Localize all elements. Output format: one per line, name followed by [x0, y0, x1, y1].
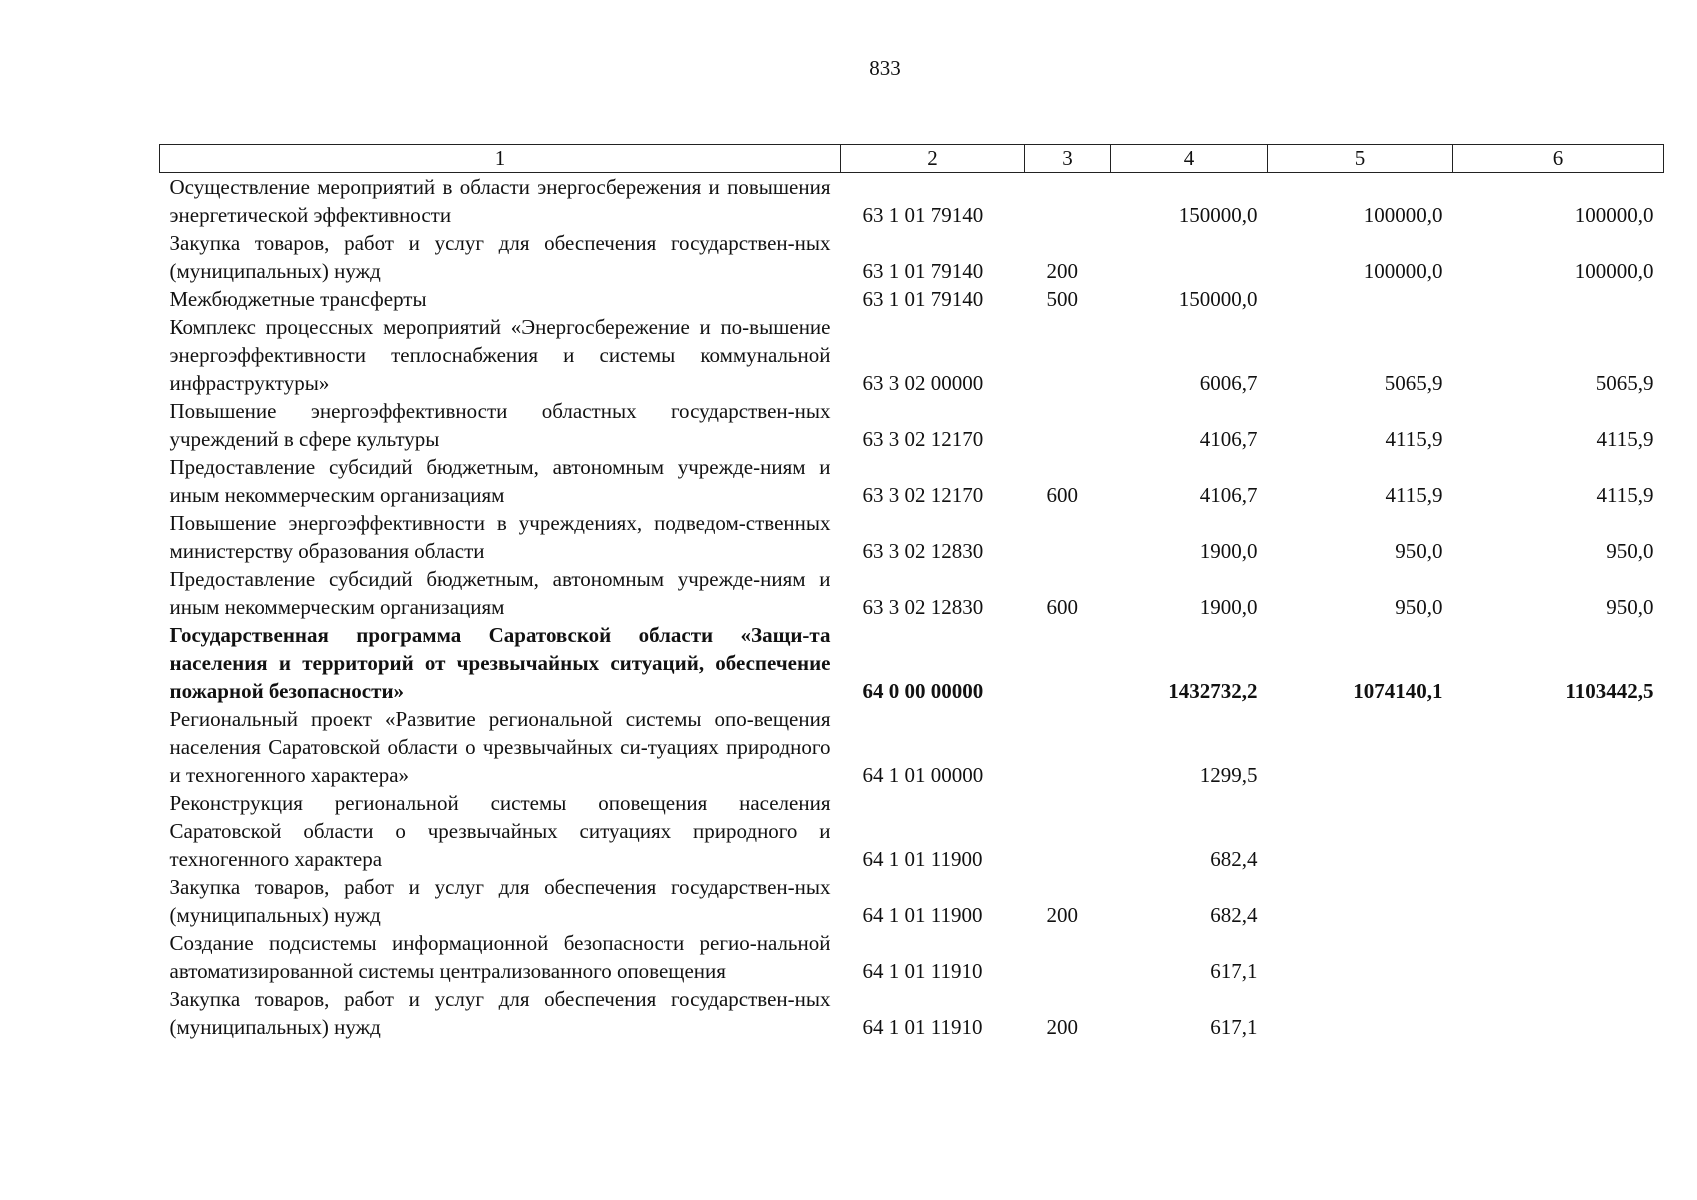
table-row	[160, 705, 1664, 789]
row-value-col5: 100000,0	[1363, 259, 1443, 283]
row-expense-type: 200	[1046, 903, 1078, 927]
row-name: Закупка товаров, работ и услуг для обеспечения государствен-ных (муниципальных) нужд	[169, 875, 831, 927]
row-value-col6	[1453, 789, 1664, 873]
row-value-col6: 950,0	[1606, 595, 1654, 619]
row-target-code: 64 1 01 11900	[862, 847, 983, 871]
row-value-col6: 100000,0	[1574, 203, 1654, 227]
row-name: Государственная программа Саратовской области «Защи-та населения и территорий от чрезвычайных ситуаций, обеспечение пожарной безопасности»	[169, 623, 831, 703]
table-row	[160, 285, 1664, 313]
row-value-col5: 4115,9	[1385, 427, 1443, 451]
row-value-col6: 1103442,5	[1565, 679, 1654, 703]
table-row	[160, 509, 1664, 565]
row-target-code: 63 3 02 12170	[862, 483, 984, 507]
row-target-code: 63 1 01 79140	[862, 259, 984, 283]
row-value-col6: 4115,9	[1596, 427, 1654, 451]
row-value-col6: 5065,9	[1595, 371, 1654, 395]
row-name: Предоставление субсидий бюджетным, автономным учрежде-ниям и иным некоммерческим организациям	[169, 567, 831, 619]
row-name: Предоставление субсидий бюджетным, автономным учрежде-ниям и иным некоммерческим организациям	[169, 455, 831, 507]
row-value-col5: 4115,9	[1385, 483, 1443, 507]
row-name: Комплекс процессных мероприятий «Энергосбережение и по-вышение энергоэффективности теплоснабжения и системы коммунальной инфраструктуры»	[169, 315, 831, 395]
row-target-code: 64 1 01 11910	[862, 1015, 983, 1039]
table-row	[160, 929, 1664, 985]
row-target-code: 63 1 01 79140	[862, 287, 984, 311]
table-row	[160, 229, 1664, 285]
row-value-col4: 1900,0	[1199, 595, 1258, 619]
column-header-1: 1	[160, 145, 841, 173]
column-header-4: 4	[1111, 145, 1268, 173]
row-name: Повышение энергоэффективности областных государствен-ных учреждений в сфере культуры	[169, 399, 831, 451]
row-value-col5: 1074140,1	[1353, 679, 1443, 703]
row-expense-type	[1025, 705, 1111, 789]
row-value-col6	[1453, 705, 1664, 789]
row-value-col6	[1453, 285, 1664, 313]
page-number: 833	[869, 56, 901, 80]
row-value-col6: 4115,9	[1596, 483, 1654, 507]
row-value-col5	[1268, 873, 1453, 929]
table-row	[160, 789, 1664, 873]
header-row	[160, 145, 1664, 173]
row-target-code: 63 3 02 12830	[862, 539, 984, 563]
row-expense-type: 200	[1046, 259, 1078, 283]
column-header-5: 5	[1268, 145, 1453, 173]
row-value-col4: 6006,7	[1199, 371, 1258, 395]
table-row	[160, 313, 1664, 397]
row-name: Межбюджетные трансферты	[169, 287, 427, 311]
row-value-col5: 5065,9	[1384, 371, 1443, 395]
table-row	[160, 397, 1664, 453]
row-expense-type	[1025, 397, 1111, 453]
table-row	[160, 873, 1664, 929]
row-target-code: 64 0 00 00000	[862, 679, 984, 703]
row-target-code: 63 1 01 79140	[862, 203, 984, 227]
row-name: Повышение энергоэффективности в учреждениях, подведом-ственных министерству образования области	[169, 511, 831, 563]
row-value-col6	[1453, 929, 1664, 985]
row-value-col4: 150000,0	[1178, 203, 1258, 227]
row-name: Региональный проект «Развитие региональной системы опо-вещения населения Саратовской области о чрезвычайных си-туациях природного и техногенного характера»	[169, 707, 831, 787]
row-value-col4: 682,4	[1210, 903, 1258, 927]
table-row	[160, 453, 1664, 509]
table-row	[160, 621, 1664, 705]
row-expense-type	[1025, 789, 1111, 873]
row-expense-type	[1025, 929, 1111, 985]
row-target-code: 64 1 01 11910	[862, 959, 983, 983]
row-value-col4: 4106,7	[1199, 483, 1258, 507]
row-name: Создание подсистемы информационной безопасности регио-нальной автоматизированной системы централизованного оповещения	[169, 931, 831, 983]
row-value-col6	[1453, 873, 1664, 929]
row-name: Закупка товаров, работ и услуг для обеспечения государствен-ных (муниципальных) нужд	[169, 987, 831, 1039]
row-value-col4: 617,1	[1210, 1015, 1258, 1039]
column-header-3: 3	[1025, 145, 1111, 173]
column-header-6: 6	[1453, 145, 1664, 173]
row-value-col4: 1432732,2	[1168, 679, 1258, 703]
row-name: Реконструкция региональной системы оповещения населения Саратовской области о чрезвычайных ситуациях природного и техногенного характера	[169, 791, 831, 871]
row-expense-type: 500	[1046, 287, 1078, 311]
row-value-col4	[1111, 229, 1268, 285]
row-value-col6: 100000,0	[1574, 259, 1654, 283]
row-value-col5	[1268, 929, 1453, 985]
row-value-col4: 150000,0	[1178, 287, 1258, 311]
row-expense-type: 200	[1046, 1015, 1078, 1039]
row-expense-type: 600	[1046, 483, 1078, 507]
table-body	[160, 173, 1664, 1042]
table-row	[160, 985, 1664, 1041]
row-expense-type	[1025, 509, 1111, 565]
row-target-code: 64 1 01 11900	[862, 903, 983, 927]
table-row	[160, 565, 1664, 621]
row-value-col5: 950,0	[1395, 539, 1443, 563]
row-expense-type	[1025, 173, 1111, 230]
row-expense-type: 600	[1046, 595, 1078, 619]
table-header	[160, 145, 1664, 173]
row-name: Осуществление мероприятий в области энергосбережения и повышения энергетической эффективности	[169, 175, 831, 227]
column-header-2: 2	[841, 145, 1025, 173]
budget-table	[159, 144, 1664, 1041]
row-value-col4: 1900,0	[1199, 539, 1258, 563]
row-value-col5	[1268, 285, 1453, 313]
row-target-code: 63 3 02 12170	[862, 427, 984, 451]
row-target-code: 63 3 02 00000	[862, 371, 984, 395]
row-value-col6: 950,0	[1606, 539, 1654, 563]
row-value-col4: 4106,7	[1199, 427, 1258, 451]
row-value-col4: 1299,5	[1199, 763, 1258, 787]
row-value-col5	[1268, 789, 1453, 873]
row-name: Закупка товаров, работ и услуг для обеспечения государствен-ных (муниципальных) нужд	[169, 231, 831, 283]
row-value-col5: 100000,0	[1363, 203, 1443, 227]
row-target-code: 63 3 02 12830	[862, 595, 984, 619]
row-expense-type	[1025, 313, 1111, 397]
row-value-col5	[1268, 985, 1453, 1041]
row-value-col4: 682,4	[1210, 847, 1258, 871]
row-expense-type	[1025, 621, 1111, 705]
row-value-col5: 950,0	[1395, 595, 1443, 619]
table-row	[160, 173, 1664, 230]
row-target-code: 64 1 01 00000	[862, 763, 984, 787]
row-value-col4: 617,1	[1210, 959, 1258, 983]
row-value-col5	[1268, 705, 1453, 789]
row-value-col6	[1453, 985, 1664, 1041]
